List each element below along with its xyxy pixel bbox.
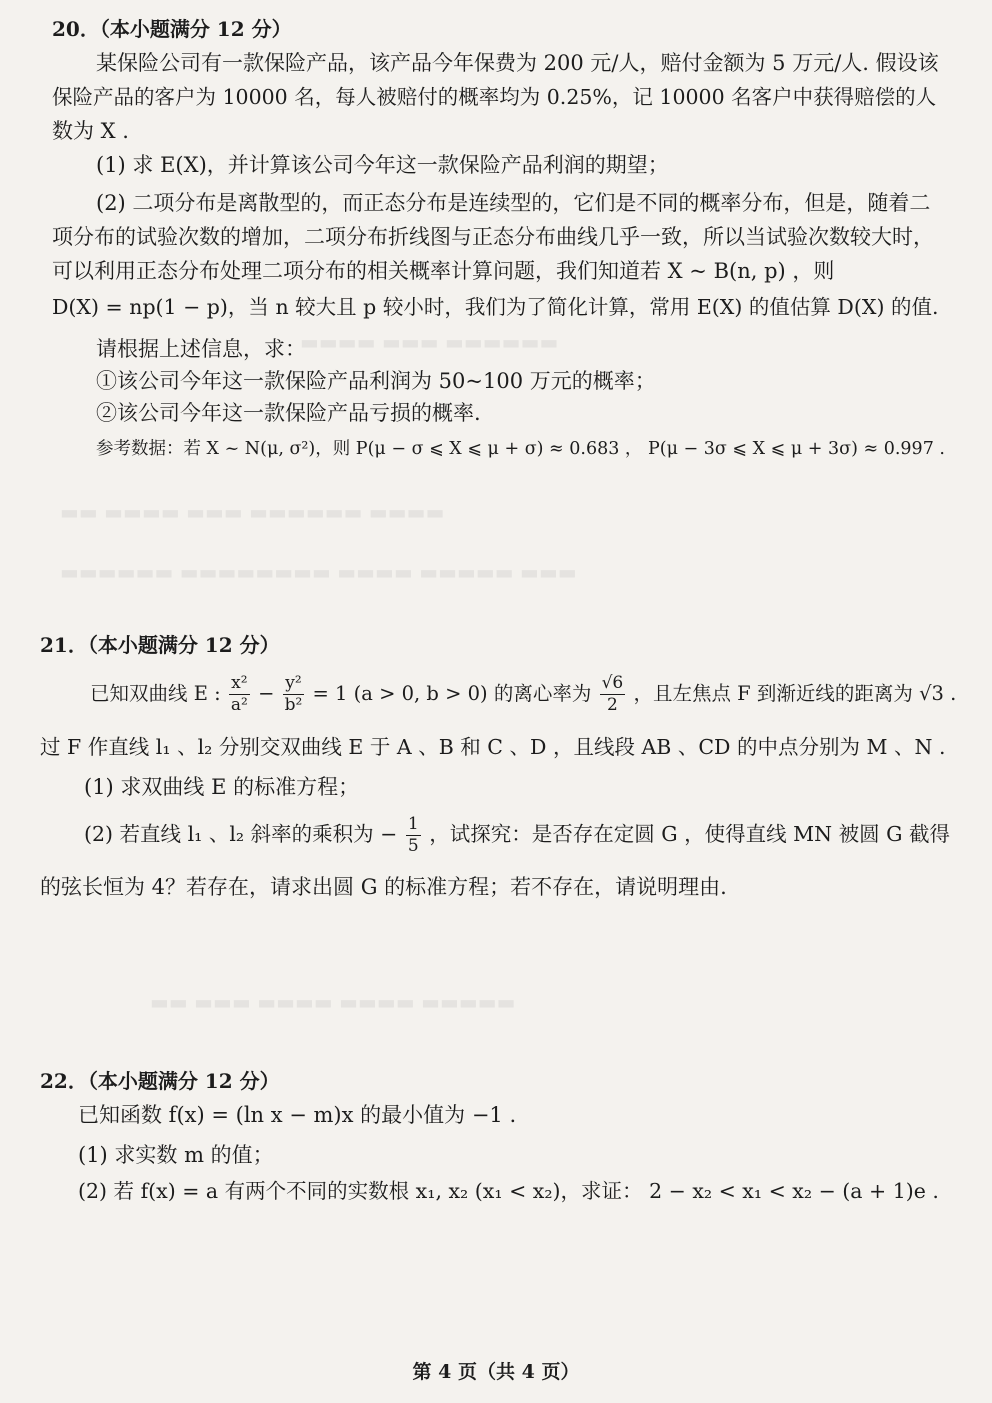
problem-21-line: 过 F 作直线 l₁ 、l₂ 分别交双曲线 E 于 A 、B 和 C 、D ，且线段 AB 、CD 的中点分别为 M 、N . [40, 735, 946, 759]
fraction-numerator: y² [283, 675, 305, 695]
bleed-through: ▬▬▬▬▬▬ ▬▬▬▬▬▬▬▬ ▬▬▬▬ ▬▬▬▬▬ ▬▬▬ [60, 560, 577, 584]
fraction-denominator: 2 [606, 695, 618, 715]
fraction-sqrt6-2 [600, 675, 626, 714]
problem-20-line: 某保险公司有一款保险产品，该产品今年保费为 200 元/人，赔付金额为 5 万元/人. 假设该 [96, 51, 939, 75]
problem-20-part-1: (1) 求 E(X)，并计算该公司今年这一款保险产品利润的期望； [96, 153, 669, 177]
problem-20-part-2: (2) 二项分布是离散型的，而正态分布是连续型的，它们是不同的概率分布，但是，随着二 [96, 191, 931, 215]
fraction-x2-a2 [229, 675, 250, 714]
problem-20-subquestion-1: ①该公司今年这一款保险产品利润为 50~100 万元的概率； [96, 369, 656, 393]
problem-22-part-1: (1) 求实数 m 的值； [78, 1143, 274, 1167]
problem-20-line: 项分布的试验次数的增加，二项分布折线图与正态分布曲线几乎一致，所以当试验次数较大时， [52, 225, 934, 249]
problem-22-header: 22．（本小题满分 12 分） [40, 1069, 280, 1093]
fraction-y2-b2 [283, 675, 305, 714]
bleed-through: ▬▬ ▬▬▬▬ ▬▬▬ ▬▬▬▬▬▬ ▬▬▬▬ [60, 500, 445, 524]
problem-20-line: 保险产品的客户为 10000 名，每人被赔付的概率均为 0.25%，记 10000 名客户中获得赔偿的人 [52, 85, 937, 109]
fraction-1-5 [406, 816, 421, 855]
problem-21-text: = 1 (a > 0, b > 0) 的离心率为 [312, 682, 592, 705]
problem-20-line: 可以利用正态分布处理二项分布的相关概率计算问题，我们知道若 X ~ B(n, p) ，则 [52, 259, 835, 283]
problem-22-part-2: (2) 若 f(x) = a 有两个不同的实数根 x₁, x₂ (x₁ < x₂)，求证： 2 − x₂ < x₁ < x₂ − (a + 1)e . [78, 1179, 939, 1203]
problem-21-part-1: (1) 求双曲线 E 的标准方程； [84, 775, 360, 799]
page-number: 第 4 页（共 4 页） [412, 1361, 580, 1383]
minus-sign: − [258, 682, 275, 705]
problem-22-line: 已知函数 f(x) = (ln x − m)x 的最小值为 −1 . [78, 1103, 517, 1127]
problem-20-subquestion-2: ②该公司今年这一款保险产品亏损的概率. [96, 401, 481, 425]
problem-21-line [90, 672, 956, 716]
problem-21-part-2 [84, 812, 950, 856]
fraction-denominator: 5 [407, 836, 419, 856]
problem-21-text: (2) 若直线 l₁ 、l₂ 斜率的乘积为 − [84, 822, 398, 846]
fraction-numerator: 1 [407, 814, 419, 834]
problem-21-header: 21．（本小题满分 12 分） [40, 633, 280, 657]
problem-20-line: D(X) = np(1 − p)，当 n 较大且 p 较小时，我们为了简化计算，常用 E(X) 的值估算 D(X) 的值. [52, 295, 939, 319]
bleed-through: ▬▬ ▬▬▬ ▬▬▬▬ ▬▬▬▬ ▬▬▬▬▬ [150, 990, 516, 1014]
problem-20-header: 20．（本小题满分 12 分） [52, 17, 292, 41]
fraction-denominator: a² [230, 695, 248, 715]
bleed-through: ▬▬▬▬ ▬▬▬ ▬▬▬▬▬▬ [300, 330, 559, 354]
problem-21-text: ，且左焦点 F 到渐近线的距离为 √3 . [633, 682, 957, 705]
fraction-denominator: b² [284, 695, 303, 715]
problem-21-line: 的弦长恒为 4？若存在，请求出圆 G 的标准方程；若不存在，请说明理由. [40, 875, 727, 899]
problem-21-text: 已知双曲线 E : [90, 682, 221, 705]
problem-20-reference-data: 参考数据：若 X ~ N(μ, σ²)，则 P(μ − σ ⩽ X ⩽ μ + σ) ≈ 0.683 ， P(μ − 3σ ⩽ X ⩽ μ + 3σ) ≈ 0.997 . [96, 439, 945, 459]
problem-20-instruction: 请根据上述信息，求： [96, 337, 306, 361]
fraction-numerator: √6 [601, 673, 624, 693]
fraction-numerator: x² [229, 675, 250, 695]
problem-21-text: ，试探究：是否存在定圆 G ，使得直线 MN 被圆 G 截得 [429, 822, 951, 846]
problem-20-line: 数为 X . [52, 119, 129, 143]
